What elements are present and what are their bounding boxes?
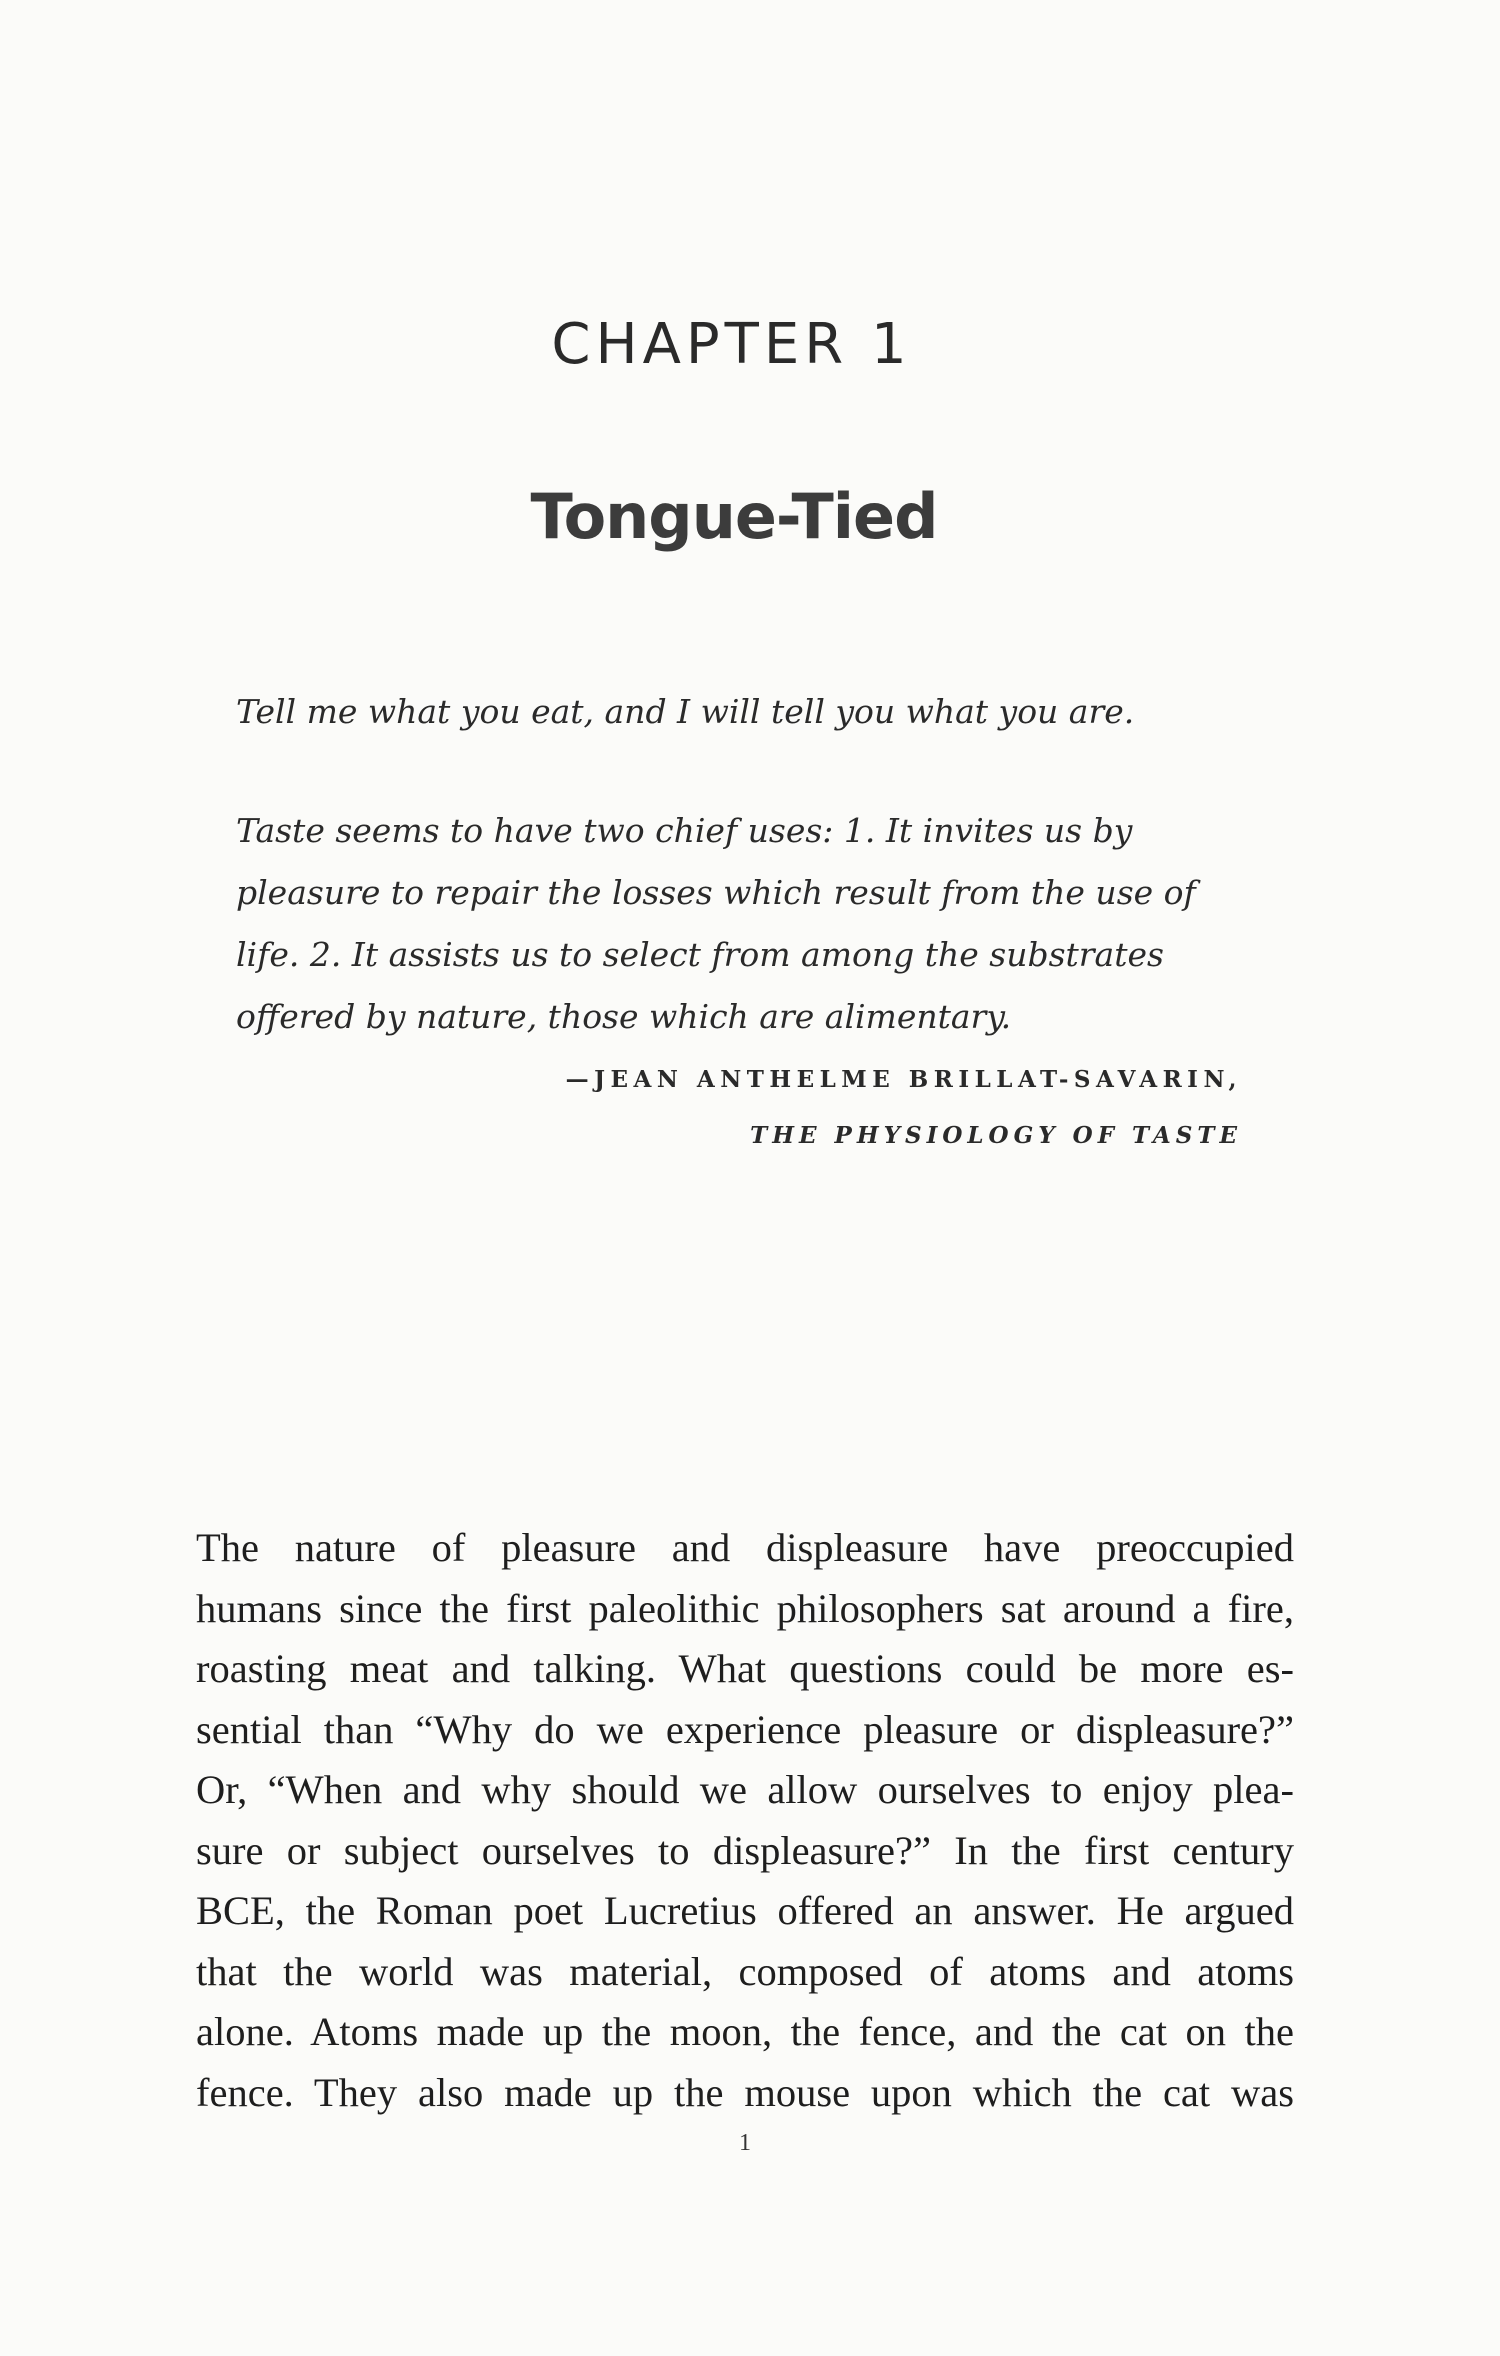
body-paragraph bbox=[196, 1518, 1294, 2123]
epigraph-quote-2: Taste seems to have two chief uses: 1. It invites us by pleasure to repair the losses which result from the use of life. 2. It assists us to select from among the substrates offered by nature, those which are alimentary. bbox=[236, 811, 1196, 1036]
chapter-title: Tongue-Tied bbox=[530, 480, 938, 553]
body-line: alone. Atoms made up the moon, the fence, and the cat on the bbox=[196, 2009, 1294, 2054]
body-line: humans since the first paleolithic philosophers sat around a fire, bbox=[196, 1585, 1294, 1631]
page-number: 1 bbox=[739, 2130, 751, 2156]
body-line: roasting meat and talking. What questions could be more es- bbox=[196, 1646, 1294, 1691]
body-line: fence. They also made up the mouse upon which the cat was bbox=[196, 2069, 1294, 2115]
body-line: Or, “When and why should we allow ourselves to enjoy plea- bbox=[196, 1767, 1294, 1812]
body-line: BCE, the Roman poet Lucretius offered an answer. He argued bbox=[196, 1888, 1294, 1933]
body-line: sential than “Why do we experience pleasure or displeasure?” bbox=[196, 1706, 1294, 1752]
chapter-label: CHAPTER 1 bbox=[551, 312, 912, 377]
epigraph-quote-1: Tell me what you eat, and I will tell you what you are. bbox=[236, 692, 1135, 731]
body-line: The nature of pleasure and displeasure have preoccupied bbox=[196, 1525, 1294, 1570]
epigraph-attribution-work: THE PHYSIOLOGY OF TASTE bbox=[750, 1122, 1242, 1149]
epigraph-attribution-author: —JEAN ANTHELME BRILLAT-SAVARIN, bbox=[565, 1066, 1242, 1093]
body-line: sure or subject ourselves to displeasure?” In the first century bbox=[196, 1827, 1294, 1873]
body-line: that the world was material, composed of atoms and atoms bbox=[196, 1948, 1294, 1994]
